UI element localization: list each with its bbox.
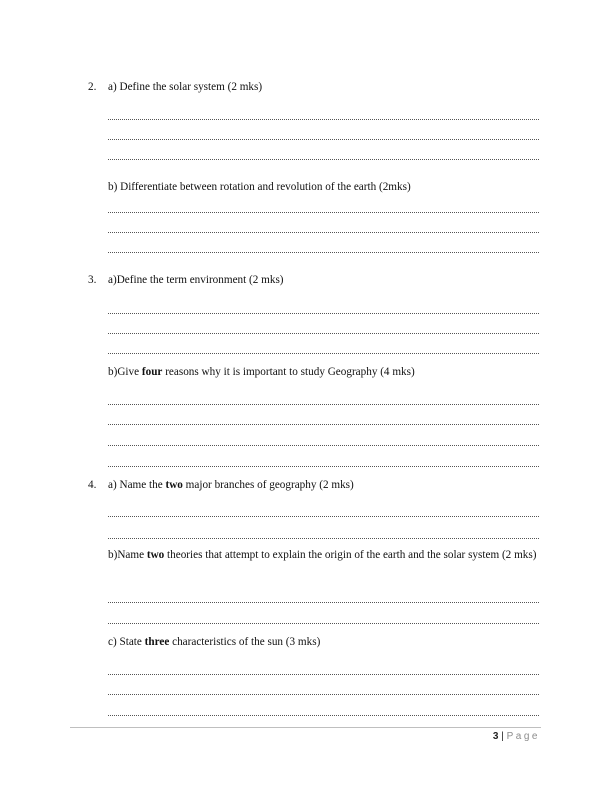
answer-line[interactable] (108, 251, 539, 253)
answer-line[interactable] (108, 693, 539, 695)
footer-separator: | (501, 731, 504, 742)
answer-line[interactable] (108, 515, 539, 517)
question-text: b) Differentiate between rotation and revolution of the earth (2mks) (108, 181, 411, 193)
question-4a (108, 478, 354, 492)
emphasis-word: four (141, 366, 163, 378)
question-3b (108, 365, 415, 379)
question-text: a) Name the (108, 479, 166, 491)
question-text: c) State (108, 636, 145, 648)
question-text: b)Name (108, 549, 147, 561)
question-number: 2. (88, 81, 97, 93)
answer-line[interactable] (108, 423, 539, 425)
answer-line[interactable] (108, 673, 539, 675)
answer-line[interactable] (108, 312, 539, 314)
question-text: theories that attempt to explain the origin of the earth and the solar system (2 mks) (164, 549, 537, 561)
answer-line[interactable] (108, 622, 539, 624)
emphasis-word: two (165, 479, 183, 491)
question-4b (108, 548, 538, 562)
emphasis-word: three (144, 636, 170, 648)
question-text: reasons why it is important to study Geography (4 mks) (162, 366, 415, 378)
answer-line[interactable] (108, 537, 539, 539)
answer-line[interactable] (108, 403, 539, 405)
page-label: Page (506, 731, 540, 742)
answer-line[interactable] (108, 211, 539, 213)
answer-line[interactable] (108, 118, 539, 120)
answer-line[interactable] (108, 231, 539, 233)
answer-line[interactable] (108, 601, 539, 603)
answer-line[interactable] (108, 444, 539, 446)
question-2a (108, 80, 262, 94)
question-text: a) Define the solar system (2 mks) (108, 81, 263, 93)
answer-line[interactable] (108, 714, 539, 716)
question-number: 4. (88, 479, 97, 491)
question-text: a)Define the term environment (2 mks) (108, 274, 284, 286)
answer-line[interactable] (108, 352, 539, 354)
question-text: major branches of geography (2 mks) (182, 479, 354, 491)
footer-divider (70, 727, 541, 728)
question-number: 3. (88, 274, 97, 286)
emphasis-word: two (146, 549, 165, 561)
answer-line[interactable] (108, 138, 539, 140)
answer-line[interactable] (108, 158, 539, 160)
page-number: 3 (492, 731, 499, 742)
answer-line[interactable] (108, 465, 539, 467)
question-4c (108, 635, 320, 649)
question-2b (108, 180, 411, 194)
question-text: b)Give (108, 366, 142, 378)
question-text: characteristics of the sun (3 mks) (169, 636, 321, 648)
answer-line[interactable] (108, 332, 539, 334)
question-3a (108, 273, 284, 287)
page-footer (493, 731, 540, 742)
